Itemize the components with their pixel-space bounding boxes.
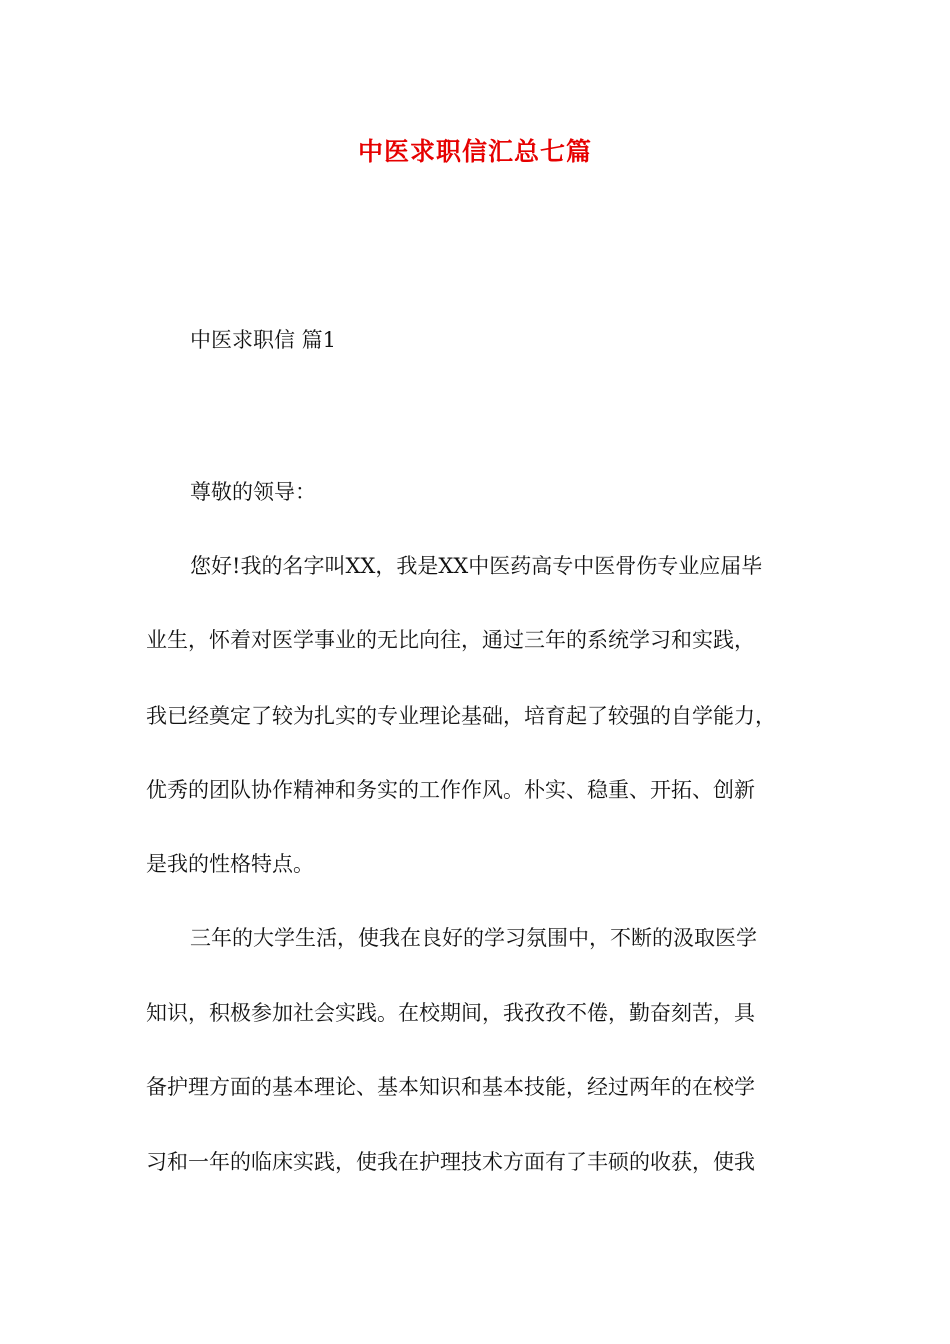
body-line: 知识，积极参加社会实践。在校期间，我孜孜不倦，勤奋刻苦，具 <box>146 1001 755 1025</box>
body-line: 业生，怀着对医学事业的无比向往，通过三年的系统学习和实践， <box>146 628 755 652</box>
body-line: 您好!我的名字叫XX，我是XX中医药高专中医骨伤专业应届毕 <box>190 554 763 578</box>
body-line: 优秀的团队协作精神和务实的工作作风。朴实、稳重、开拓、创新 <box>146 778 755 802</box>
body-line: 三年的大学生活，使我在良好的学习氛围中，不断的汲取医学 <box>190 926 757 950</box>
body-line: 我已经奠定了较为扎实的专业理论基础，培育起了较强的自学能力， <box>146 704 776 728</box>
section-heading: 中医求职信 篇1 <box>190 328 337 352</box>
body-line: 备护理方面的基本理论、基本知识和基本技能，经过两年的在校学 <box>146 1075 755 1099</box>
body-line: 是我的性格特点。 <box>146 852 314 876</box>
document-title: 中医求职信汇总七篇 <box>357 137 592 166</box>
salutation: 尊敬的领导： <box>190 480 316 504</box>
body-line: 习和一年的临床实践，使我在护理技术方面有了丰硕的收获，使我 <box>146 1150 755 1174</box>
